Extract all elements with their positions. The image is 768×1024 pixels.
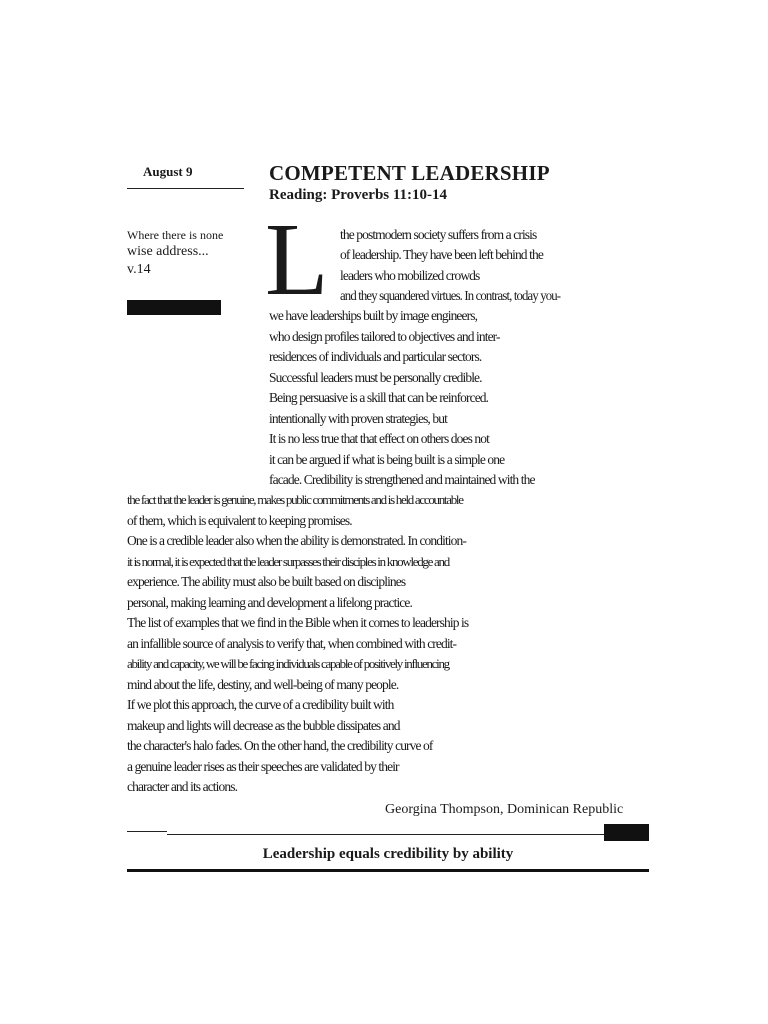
article-line: leaders who mobilized crowds: [340, 268, 480, 283]
article-line: intentionally with proven strategies, but: [269, 411, 447, 426]
bottom-rule: [127, 869, 649, 872]
footer-rule: [167, 834, 607, 835]
article-line: character and its actions.: [127, 779, 238, 794]
article-line: it can be argued if what is being built is a simple one: [269, 452, 505, 467]
footer-rule-short: [127, 831, 167, 832]
article-line: facade. Credibility is strengthened and maintained with the: [269, 472, 535, 487]
end-mark: [604, 824, 649, 841]
article-line: the fact that the leader is genuine, makes public commitments and is held accountable: [127, 492, 463, 507]
sidebar-bar: [127, 300, 221, 315]
article-line: mind about the life, destiny, and well-being of many people.: [127, 677, 399, 692]
article-line: a genuine leader rises as their speeches are validated by their: [127, 759, 399, 774]
article-line: One is a credible leader also when the ability is demonstrated. In condition-: [127, 533, 466, 548]
key-verse-reference: v.14: [127, 262, 151, 277]
drop-cap: L: [265, 202, 329, 317]
article-line: If we plot this approach, the curve of a credibility built with: [127, 697, 394, 712]
article-line: of them, which is equivalent to keeping promises.: [127, 513, 352, 528]
article-line: residences of individuals and particular sectors.: [269, 349, 482, 364]
article-line: it is normal, it is expected that the leader surpasses their disciples in knowledge and: [127, 554, 449, 569]
author-signature: Georgina Thompson, Dominican Republic: [385, 802, 624, 817]
article-line: makeup and lights will decrease as the bubble dissipates and: [127, 718, 400, 733]
article-line: ability and capacity, we will be facing individuals capable of positively influencing: [127, 656, 449, 671]
article-line: an infallible source of analysis to verify that, when combined with credit-: [127, 636, 457, 651]
key-verse: [127, 227, 247, 279]
article-line: Being persuasive is a skill that can be reinforced.: [269, 390, 489, 405]
key-verse-line-1: Where there is none: [127, 228, 224, 242]
article-line: of leadership. They have been left behind the: [340, 247, 543, 262]
reading-reference: Reading: Proverbs 11:10-14: [269, 187, 448, 203]
key-verse-line-2: wise address...: [127, 244, 209, 259]
page-title: COMPETENT LEADERSHIP: [269, 161, 550, 185]
article-line: The list of examples that we find in the Bible when it comes to leadership is: [127, 615, 469, 630]
daily-motto: Leadership equals credibility by ability: [262, 846, 514, 862]
article-line: the postmodern society suffers from a crisis: [340, 227, 537, 242]
article-line: we have leaderships built by image engineers,: [269, 308, 478, 323]
article-line: who design profiles tailored to objectives and inter-: [269, 329, 500, 344]
article-line: and they squandered virtues. In contrast, today you-: [340, 288, 561, 303]
article-line: Successful leaders must be personally credible.: [269, 370, 482, 385]
article-line: experience. The ability must also be built based on disciplines: [127, 574, 406, 589]
article-line: personal, making learning and development a lifelong practice.: [127, 595, 412, 610]
date-divider: [127, 188, 244, 189]
article-line: the character's halo fades. On the other hand, the credibility curve of: [127, 738, 433, 753]
devotional-date: August 9: [143, 164, 193, 179]
article-line: It is no less true that that effect on others does not: [269, 431, 489, 446]
